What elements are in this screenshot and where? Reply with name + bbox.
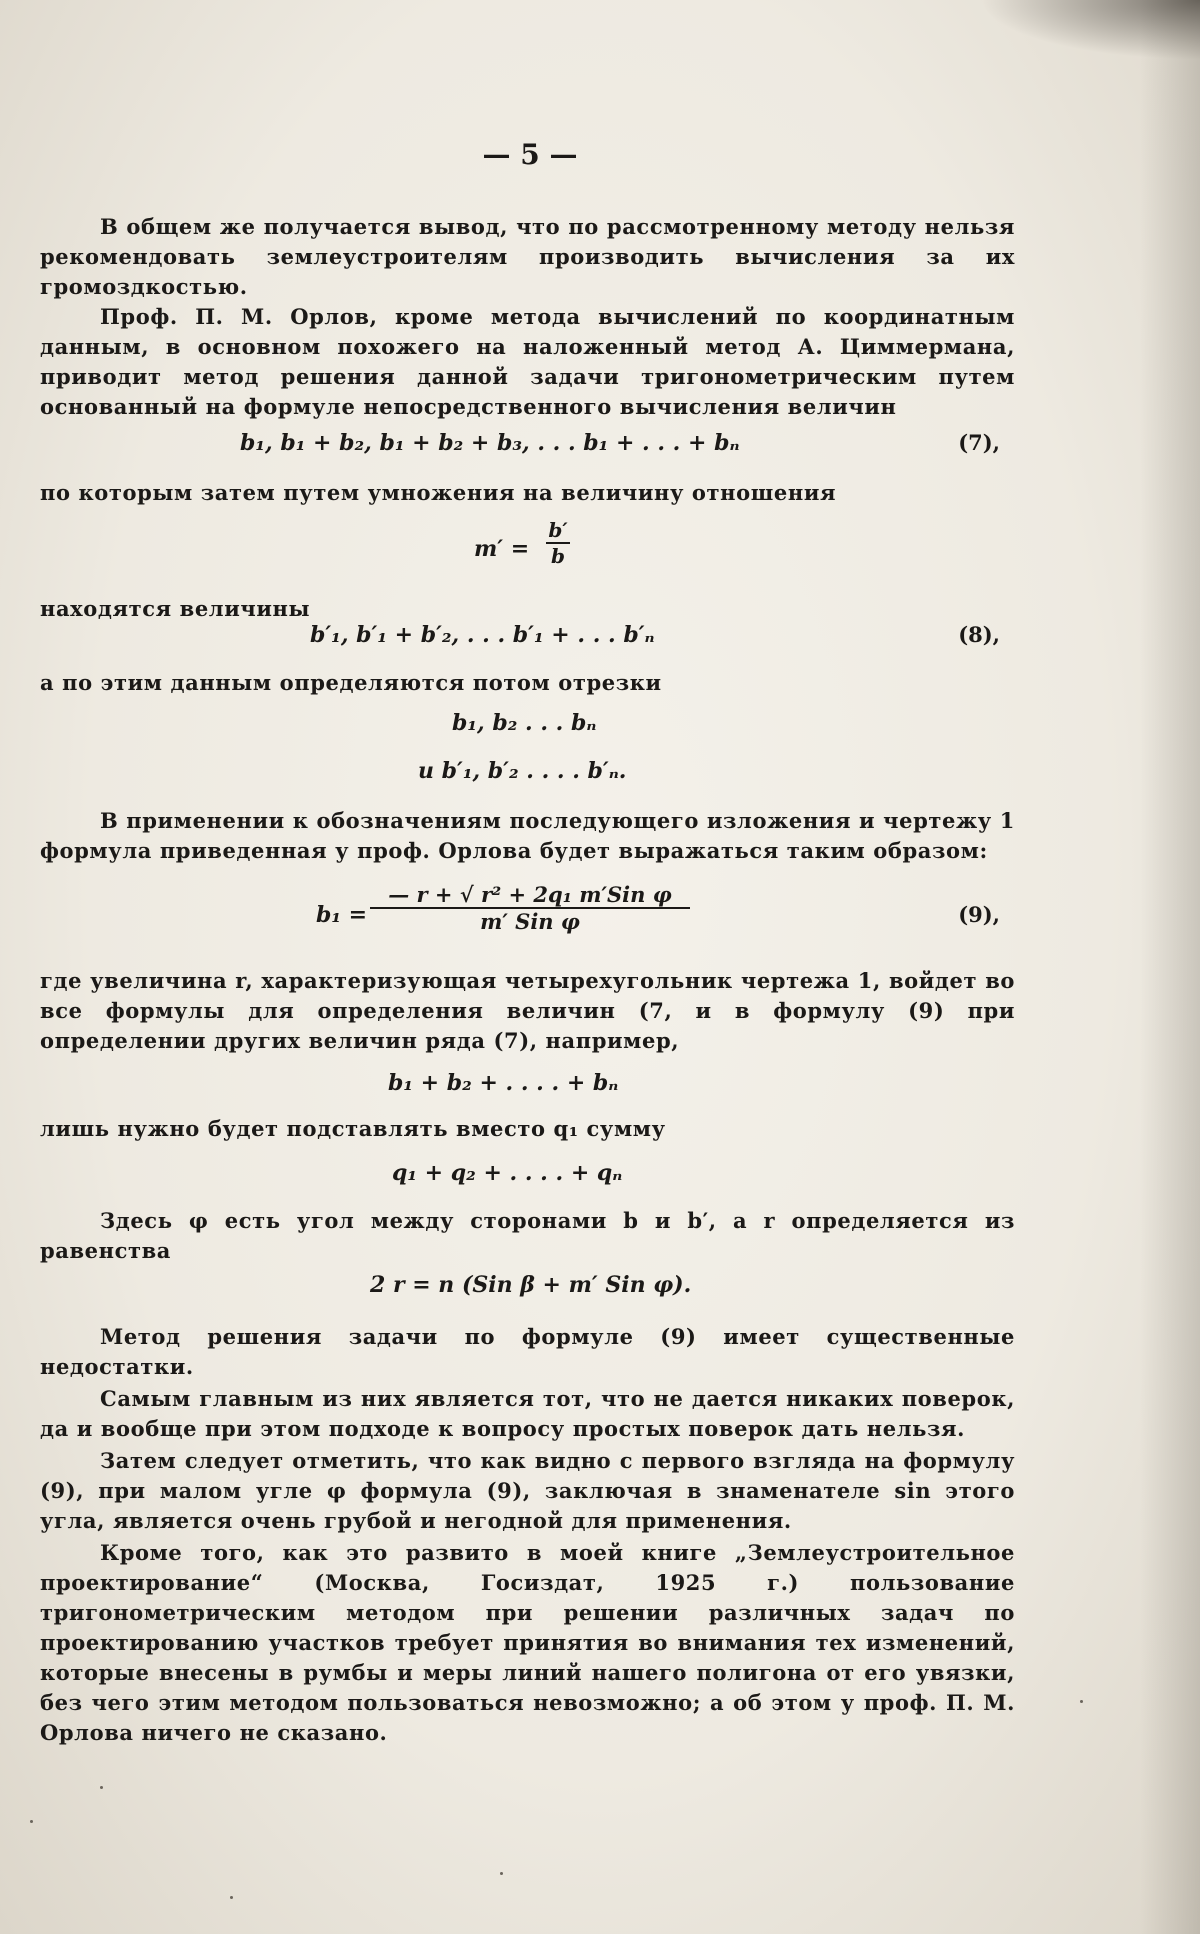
formula-8: b′₁, b′₁ + b′₂, . . . b′₁ + . . . b′ₙ	[310, 622, 655, 648]
paragraph-angle: Здесь φ есть угол между сторонами b и b′, а r определяется из равенства	[40, 1208, 1015, 1263]
equation-number-7: (7),	[958, 430, 1000, 455]
paper-speck	[1080, 1700, 1083, 1703]
paragraph-orlov-method: Проф. П. М. Орлов, кроме метода вычислений по координатным данным, в основном похожего на наложенный метод А. Циммермана, приводит метод решения данной задачи тригонометрическим путем основанный на формуле непосредственного вычисления величин	[40, 304, 1015, 419]
ratio-denominator: b	[551, 544, 565, 568]
paragraph-where-r: где увеличина r, характеризующая четырехугольник чертежа 1, войдет во все формулы для определения величин (7, и в формулу (9) при определении других величин ряда (7), например,	[40, 968, 1015, 1053]
formula-9-fraction	[370, 882, 690, 934]
sum-q: q₁ + q₂ + . . . . + qₙ	[392, 1160, 623, 1186]
paragraph-small-angle: Затем следует отметить, что как видно с первого взгляда на формулу (9), при малом угле φ формула (9), заключая в знаменателе sin этого угла, является очень грубой и негодной для применения.	[40, 1448, 1015, 1533]
paragraph-shortcomings: Метод решения задачи по формуле (9) имеет существенные недостатки.	[40, 1324, 1015, 1379]
label-find-values: находятся величины	[40, 596, 311, 621]
formula-9-numerator: — r + √ r² + 2q₁ m′Sin φ	[388, 882, 672, 907]
ratio-fraction	[546, 518, 570, 568]
sum-b: b₁ + b₂ + . . . . + bₙ	[388, 1070, 619, 1096]
formula-9-denominator: m′ Sin φ	[480, 909, 580, 934]
paragraph-application: В применении к обозначениям последующего изложения и чертежу 1 формула приведенная у проф. Орлова будет выражаться таким образом:	[40, 808, 1015, 863]
paragraph-no-checks: Самым главным из них является тот, что не дается никаких поверок, да и вообще при этом подходе к вопросу простых поверок дать нельзя.	[40, 1386, 1015, 1441]
equation-number-8: (8),	[958, 622, 1000, 647]
paragraph-multiplication: по которым затем путем умножения на величину отношения	[40, 480, 837, 505]
ratio-lhs: m′ =	[474, 536, 530, 562]
paper-speck	[100, 1786, 103, 1789]
paragraph-segments: а по этим данным определяются потом отрезки	[40, 670, 662, 695]
ratio-numerator: b′	[548, 518, 568, 542]
paragraph-book-reference: Кроме того, как это развито в моей книге „Землеустроительное проектирование“ (Москва, Госиздат, 1925 г.) пользование тригонометрическим методом при решении различных задач по проектированию участков требует принятия во внимания тех изменений, которые внесены в румбы и меры линий нашего полигона от его увязки, без чего этим методом пользоваться невозможно; а об этом у проф. П. М. Орлова ничего не сказано.	[40, 1540, 1015, 1745]
segments-b: b₁, b₂ . . . bₙ	[452, 710, 597, 736]
paper-speck	[230, 1896, 233, 1899]
formula-9-lhs: b₁ =	[316, 902, 368, 928]
paragraph-substitute: лишь нужно будет подставлять вместо q₁ сумму	[40, 1116, 666, 1141]
segments-b-prime: и b′₁, b′₂ . . . . b′ₙ.	[418, 758, 627, 784]
formula-7: b₁, b₁ + b₂, b₁ + b₂ + b₃, . . . b₁ + . . . + bₙ	[240, 430, 740, 456]
formula-r: 2 r = n (Sin β + m′ Sin φ).	[370, 1272, 692, 1298]
paper-speck	[30, 1820, 33, 1823]
paragraph-conclusion: В общем же получается вывод, что по рассмотренному методу нельзя рекомендовать землеустроителям производить вычисления за их громоздкостью.	[40, 214, 1015, 299]
equation-number-9: (9),	[958, 902, 1000, 927]
page-number: — 5 —	[482, 138, 578, 171]
paper-speck	[500, 1872, 503, 1875]
